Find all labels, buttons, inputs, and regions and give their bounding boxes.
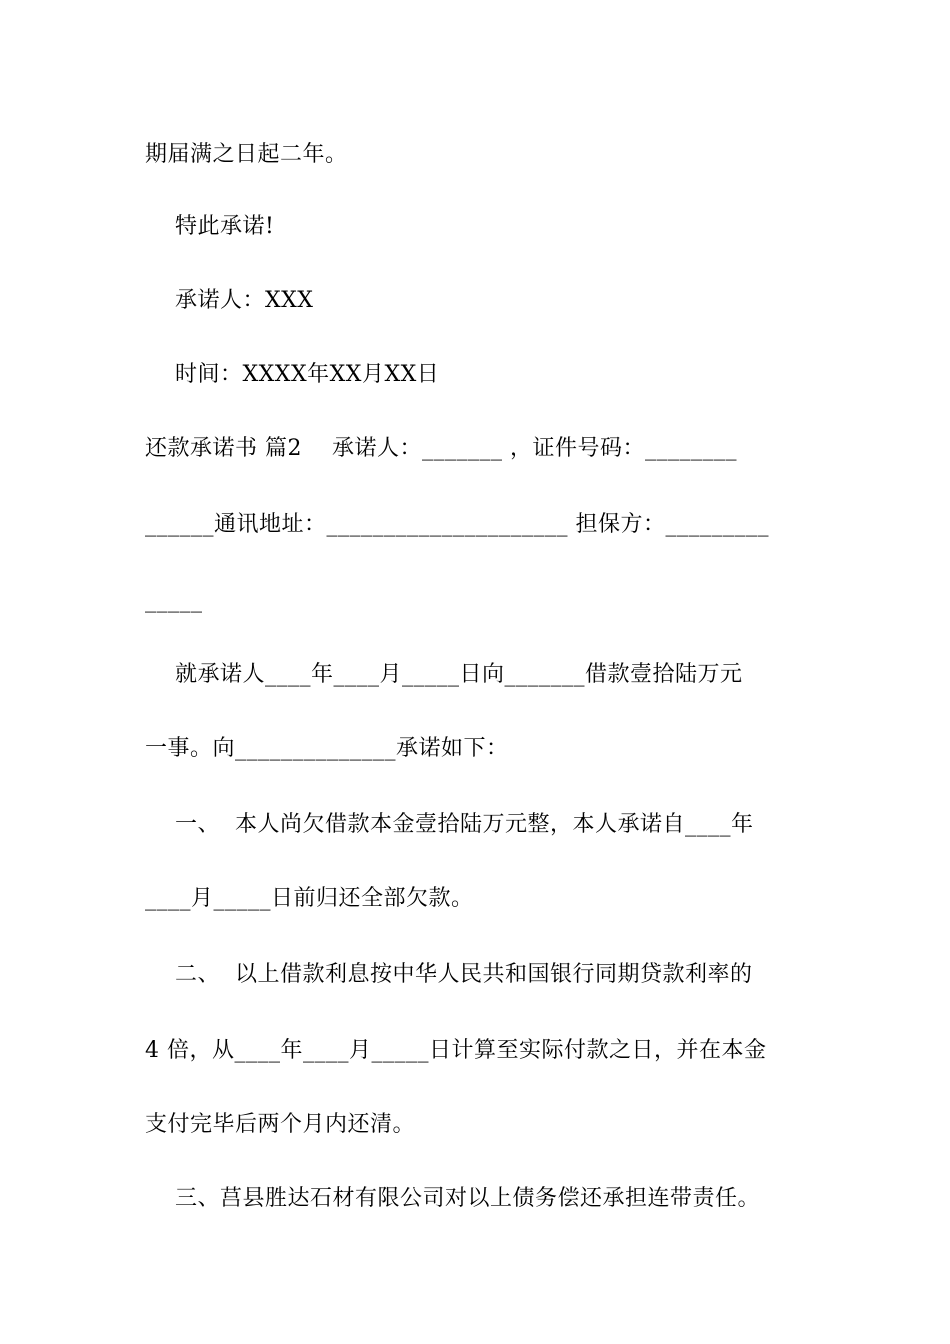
text-line-item-two: 二、 以上借款利息按中华人民共和国银行同期贷款利率的 bbox=[145, 962, 753, 987]
text-line-address-guarantor: ______通讯地址：_____________________ 担保方：_________ bbox=[145, 512, 769, 537]
text-line-date: 时间：XXXX年XX月XX日 bbox=[145, 362, 440, 387]
text-line-item-one: 一、 本人尚欠借款本金壹拾陆万元整，本人承诺自____年 bbox=[145, 812, 754, 837]
text-line-item-two-cont: 4 倍，从____年____月_____日计算至实际付款之日，并在本金 bbox=[145, 1038, 767, 1063]
text-line-term-end: 期届满之日起二年。 bbox=[145, 142, 348, 167]
text-line-item-two-end: 支付完毕后两个月内还清。 bbox=[145, 1112, 416, 1137]
text-line-loan-intro: 就承诺人____年____月_____日向_______借款壹拾陆万元 bbox=[145, 662, 743, 687]
text-line-hereby-promise: 特此承诺! bbox=[145, 214, 275, 239]
text-line-item-one-cont: ____月_____日前归还全部欠款。 bbox=[145, 886, 474, 911]
text-line-promise-intro: 一事。向______________承诺如下： bbox=[145, 736, 509, 761]
text-line-section-title: 还款承诺书 篇2 承诺人：_______ ，证件号码：________ bbox=[145, 436, 737, 461]
text-line-promisor: 承诺人：XXX bbox=[145, 288, 314, 313]
text-line-blank: _____ bbox=[145, 588, 203, 613]
text-line-item-three: 三、莒县胜达石材有限公司对以上债务偿还承担连带责任。 bbox=[145, 1186, 760, 1211]
